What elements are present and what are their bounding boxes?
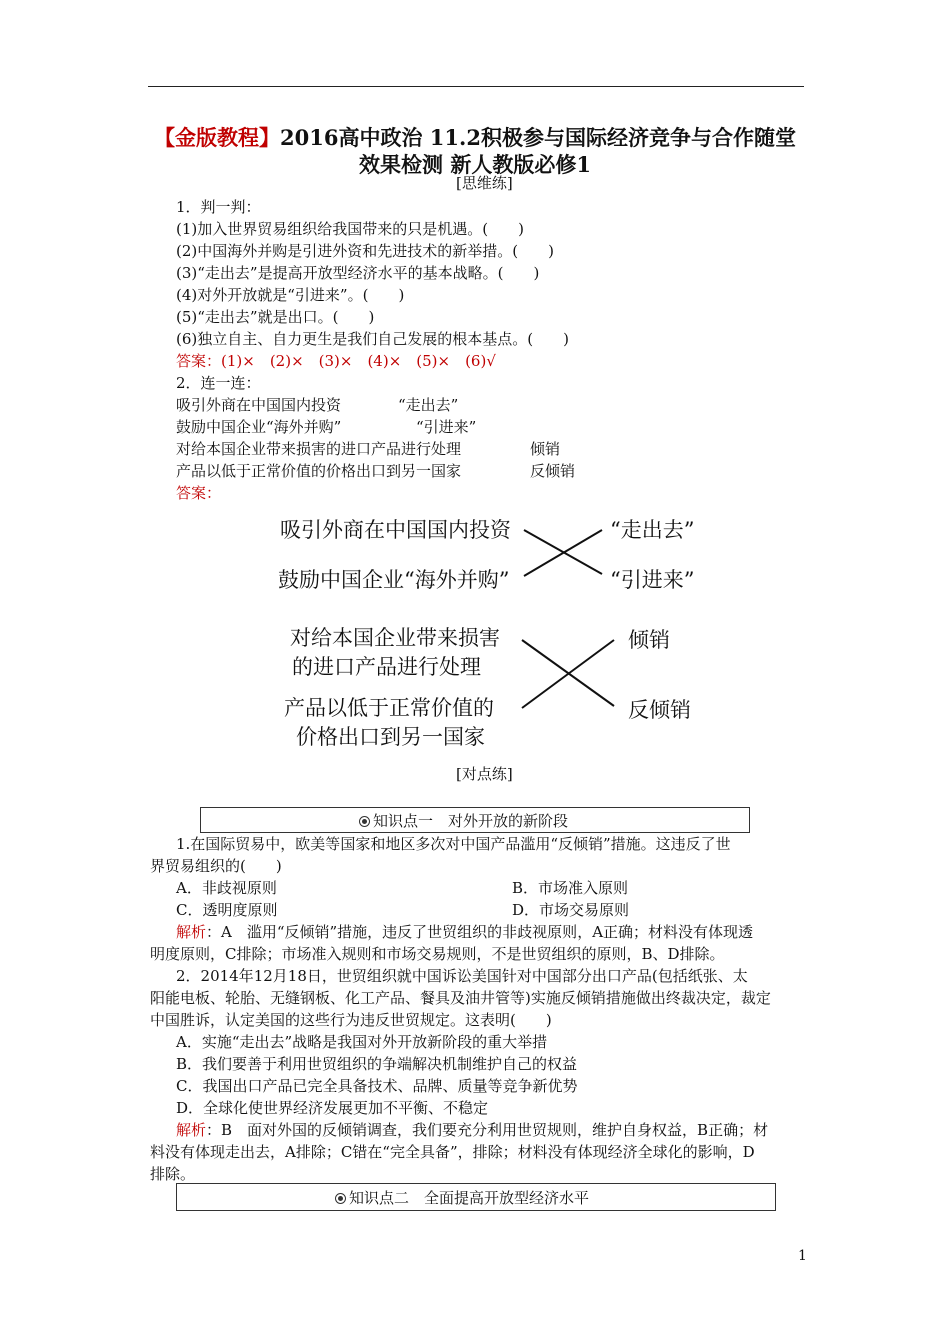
q2-right: 倾销 bbox=[530, 440, 561, 458]
bullet-icon bbox=[335, 1193, 346, 1204]
knowledge-point-1-label: 知识点一 对外开放的新阶段 bbox=[373, 812, 569, 830]
q1-item: (3)“走出去”是提高开放型经济水平的基本战略。( ) bbox=[176, 264, 540, 282]
p2-option-c: C．我国出口产品已完全具备技术、品牌、质量等竞争新优势 bbox=[176, 1077, 578, 1095]
document-title-line1: 【金版教程】2016高中政治 11.2积极参与国际经济竞争与合作随堂 bbox=[154, 125, 796, 150]
p2-stem: 阳能电板、轮胎、无缝钢板、化工产品、餐具及油井管等)实施反倾销措施做出终裁决定，裁定 bbox=[150, 989, 771, 1007]
q1-item: (5)“走出去”就是出口。( ) bbox=[176, 308, 375, 326]
p2-explanation: 排除。 bbox=[150, 1165, 196, 1183]
q1-answer: 答案：(1)× (2)× (3)× (4)× (5)× (6)√ bbox=[176, 352, 496, 370]
q2-left: 产品以低于正常价值的价格出口到另一国家 bbox=[176, 462, 462, 480]
diagram-left2-bottom-a: 产品以低于正常价值的 bbox=[284, 696, 494, 720]
section-point: [对点练] bbox=[456, 765, 513, 783]
p2-option-d: D．全球化使世界经济发展更加不平衡、不稳定 bbox=[176, 1099, 489, 1117]
p1-option-a: A．非歧视原则 bbox=[176, 879, 277, 897]
q1-heading: 1．判一判： bbox=[176, 198, 261, 216]
diagram-right2-top: 倾销 bbox=[628, 628, 670, 652]
p1-option-b: B．市场准入原则 bbox=[512, 879, 629, 897]
q2-left: 对给本国企业带来损害的进口产品进行处理 bbox=[176, 440, 462, 458]
p1-option-c: C．透明度原则 bbox=[176, 901, 278, 919]
p1-option-d: D．市场交易原则 bbox=[512, 901, 630, 919]
p2-stem: 2．2014年12月18日，世贸组织就中国诉讼美国针对中国部分出口产品(包括纸张、太 bbox=[176, 967, 748, 985]
diagram-left-top: 吸引外商在中国国内投资 bbox=[280, 518, 511, 542]
diagram-right-top: “走出去” bbox=[610, 518, 695, 542]
p1-explanation: 解析：A 滥用“反倾销”措施，违反了世贸组织的非歧视原则，A正确；材料没有体现透 bbox=[176, 923, 754, 941]
section-think: [思维练] bbox=[456, 174, 513, 192]
q2-left: 吸引外商在中国国内投资 bbox=[176, 396, 342, 414]
page-number: 1 bbox=[798, 1248, 807, 1264]
bullet-icon bbox=[359, 816, 370, 827]
q2-right: 反倾销 bbox=[530, 462, 576, 480]
q2-heading: 2．连一连： bbox=[176, 374, 261, 392]
diagram-left-bottom: 鼓励中国企业“海外并购” bbox=[278, 568, 510, 592]
p1-stem: 1.在国际贸易中，欧美等国家和地区多次对中国产品滥用“反倾销”措施。这违反了世 bbox=[176, 835, 731, 853]
q2-left: 鼓励中国企业“海外并购” bbox=[176, 418, 342, 436]
q2-answer-label: 答案： bbox=[176, 484, 222, 502]
diagram-left2-top-a: 对给本国企业带来损害 bbox=[290, 626, 500, 650]
knowledge-point-1-box bbox=[200, 807, 750, 833]
document-title-line2: 效果检测 新人教版必修1 bbox=[359, 152, 591, 177]
knowledge-point-2-box bbox=[176, 1183, 776, 1211]
q2-right: “引进来” bbox=[416, 418, 477, 436]
p2-explanation: 料没有体现走出去，A排除；C错在“完全具备”，排除；材料没有体现经济全球化的影响，D bbox=[150, 1143, 755, 1161]
diagram-right2-bottom: 反倾销 bbox=[628, 698, 691, 722]
knowledge-point-2-label: 知识点二 全面提高开放型经济水平 bbox=[349, 1189, 590, 1207]
diagram-left2-bottom-b: 价格出口到另一国家 bbox=[296, 725, 485, 749]
q1-item: (4)对外开放就是“引进来”。( ) bbox=[176, 286, 405, 304]
q1-item: (6)独立自主、自力更生是我们自己发展的根本基点。( ) bbox=[176, 330, 569, 348]
p1-explanation: 明度原则，C排除；市场准入规则和市场交易规则，不是世贸组织的原则，B、D排除。 bbox=[150, 945, 725, 963]
diagram-right-bottom: “引进来” bbox=[610, 568, 695, 592]
p1-stem: 界贸易组织的( ) bbox=[150, 857, 282, 875]
p2-option-a: A．实施“走出去”战略是我国对外开放新阶段的重大举措 bbox=[176, 1033, 548, 1051]
p2-option-b: B．我们要善于利用世贸组织的争端解决机制维护自己的权益 bbox=[176, 1055, 578, 1073]
q2-right: “走出去” bbox=[398, 396, 459, 414]
p2-explanation: 解析：B 面对外国的反倾销调查，我们要充分利用世贸规则，维护自身权益，B正确；材 bbox=[176, 1121, 769, 1139]
q1-item: (2)中国海外并购是引进外资和先进技术的新举措。( ) bbox=[176, 242, 554, 260]
p2-stem: 中国胜诉，认定美国的这些行为违反世贸规定。这表明( ) bbox=[150, 1011, 552, 1029]
diagram-left2-top-b: 的进口产品进行处理 bbox=[292, 655, 481, 679]
q1-item: (1)加入世界贸易组织给我国带来的只是机遇。( ) bbox=[176, 220, 524, 238]
